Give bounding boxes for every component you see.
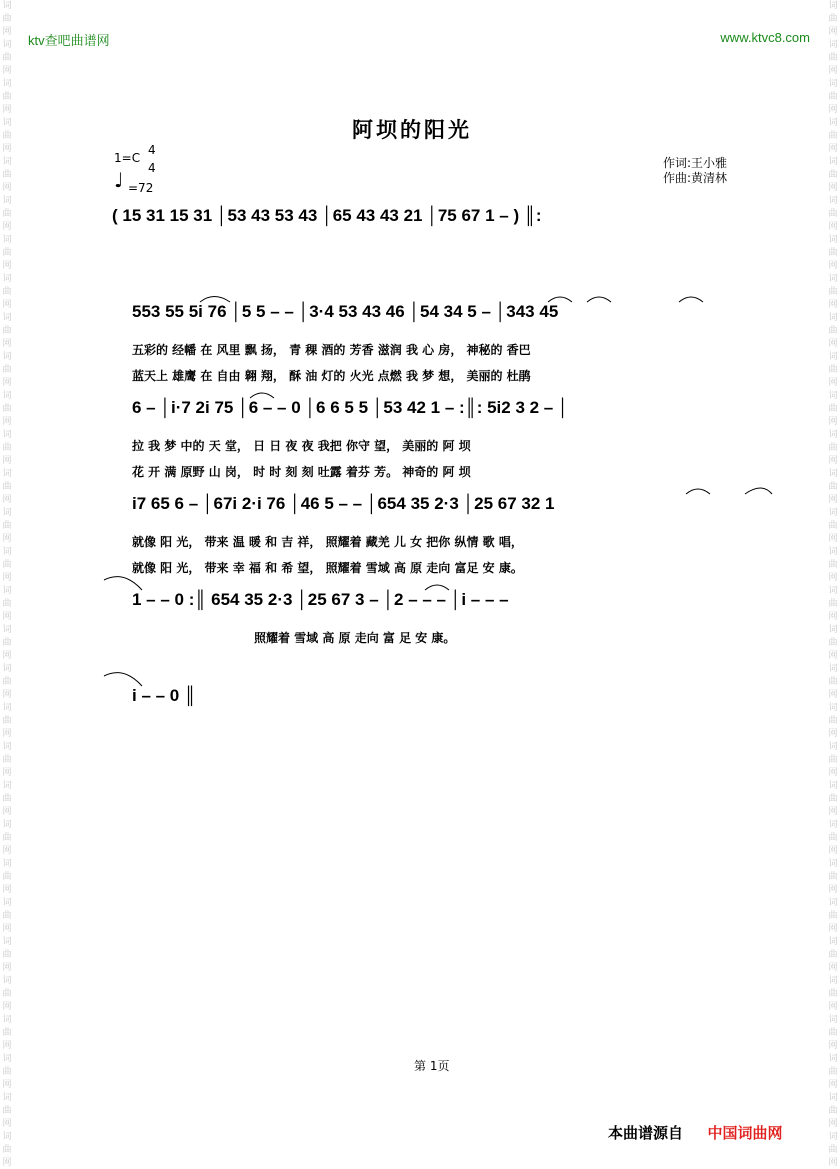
watermark-glyph: 词 [2, 430, 12, 440]
watermark-glyph: 网 [2, 963, 12, 973]
source-credit [608, 1122, 783, 1143]
watermark-glyph: 曲 [828, 911, 838, 921]
watermark-glyph: 词 [2, 742, 12, 752]
watermark-glyph: 词 [828, 196, 838, 206]
watermark-glyph: 网 [828, 300, 838, 310]
score-line-5: 1 – – 0 :║ 654 35 2·3 │25 67 3 – │2 – – – │i – – – [132, 590, 509, 609]
watermark-glyph: 网 [2, 105, 12, 115]
watermark-glyph: 词 [828, 1, 838, 11]
watermark-glyph: 曲 [828, 170, 838, 180]
watermark-glyph: 词 [828, 1054, 838, 1064]
lyricist-credit: 作词:王小雅 [663, 156, 728, 170]
watermark-glyph: 网 [828, 1119, 838, 1129]
watermark-glyph: 曲 [2, 794, 12, 804]
watermark-glyph: 词 [828, 157, 838, 167]
watermark-glyph: 网 [2, 1002, 12, 1012]
watermark-glyph: 网 [2, 612, 12, 622]
watermark-glyph: 网 [828, 846, 838, 856]
watermark-glyph: 词 [2, 820, 12, 830]
watermark-glyph: 曲 [828, 131, 838, 141]
watermark-glyph: 曲 [828, 560, 838, 570]
watermark-glyph: 词 [2, 508, 12, 518]
slur-arc [548, 297, 572, 302]
watermark-glyph: 词 [828, 391, 838, 401]
source-site-link[interactable]: 中国词曲网 [707, 1124, 783, 1142]
watermark-glyph: 网 [2, 339, 12, 349]
watermark-glyph: 词 [2, 79, 12, 89]
watermark-glyph: 词 [828, 79, 838, 89]
watermark-glyph: 曲 [828, 1028, 838, 1038]
watermark-glyph: 词 [2, 157, 12, 167]
watermark-glyph: 曲 [828, 209, 838, 219]
watermark-glyph: 曲 [2, 1067, 12, 1077]
watermark-glyph: 曲 [828, 326, 838, 336]
source-prefix: 本曲谱源自 [608, 1124, 684, 1142]
lyric-line-4b: 就像 阳 光， 带来 幸 福 和 希 望， 照耀着 雪域 高 原 走向 富足 安 康。 [132, 561, 523, 575]
watermark-glyph: 曲 [828, 950, 838, 960]
watermark-glyph: 曲 [828, 521, 838, 531]
watermark-glyph: 曲 [2, 482, 12, 492]
watermark-glyph: 词 [2, 1054, 12, 1064]
watermark-glyph: 网 [2, 1041, 12, 1051]
watermark-glyph: 网 [828, 963, 838, 973]
watermark-glyph: 曲 [828, 794, 838, 804]
watermark-glyph: 网 [828, 924, 838, 934]
watermark-glyph: 网 [2, 807, 12, 817]
watermark-glyph: 词 [2, 1093, 12, 1103]
watermark-glyph: 曲 [2, 365, 12, 375]
lyric-line-5: 照耀着 雪域 高 原 走向 富 足 安 康。 [254, 631, 456, 645]
watermark-glyph: 曲 [2, 287, 12, 297]
watermark-glyph: 网 [828, 1158, 838, 1168]
watermark-glyph: 网 [2, 222, 12, 232]
watermark-glyph: 曲 [2, 14, 12, 24]
slur-arc [200, 297, 230, 303]
watermark-glyph: 曲 [2, 209, 12, 219]
watermark-glyph: 曲 [2, 911, 12, 921]
watermark-glyph: 词 [828, 235, 838, 245]
watermark-glyph: 词 [828, 586, 838, 596]
lyric-line-3b: 花 开 满 原野 山 岗， 时 时 刻 刻 吐露 着芬 芳。 神奇的 阿 坝 [132, 465, 471, 479]
watermark-glyph: 网 [828, 105, 838, 115]
watermark-glyph: 词 [2, 859, 12, 869]
watermark-glyph: 曲 [828, 14, 838, 24]
tempo-marking: =72 [128, 181, 154, 195]
watermark-glyph: 网 [2, 417, 12, 427]
score-line-6: i – – 0 ║ [132, 686, 197, 705]
watermark-glyph: 曲 [828, 53, 838, 63]
watermark-glyph: 曲 [828, 833, 838, 843]
watermark-glyph: 网 [2, 768, 12, 778]
watermark-glyph: 词 [2, 703, 12, 713]
watermark-glyph: 词 [2, 976, 12, 986]
watermark-glyph: 曲 [2, 443, 12, 453]
watermark-glyph: 网 [828, 144, 838, 154]
lyric-line-2b: 蓝天上 雄鹰 在 自由 翱 翔， 酥 油 灯的 火光 点燃 我 梦 想， 美丽的 杜鹃 [132, 369, 531, 383]
watermark-glyph: 曲 [828, 365, 838, 375]
watermark-glyph: 词 [828, 352, 838, 362]
score-line-4: i7 65 6 – │67i 2·i 76 │46 5 – – │654 35 2·3 │25 67 32 1 [132, 494, 555, 513]
watermark-glyph: 网 [2, 261, 12, 271]
watermark-glyph: 词 [2, 40, 12, 50]
slur-arc [104, 673, 142, 686]
score-line-2: 553 55 5i 76 │5 5 – – │3·4 53 43 46 │54 34 5 – │343 45 [132, 302, 559, 321]
watermark-glyph: 曲 [828, 755, 838, 765]
watermark-glyph: 曲 [828, 989, 838, 999]
watermark-glyph: 曲 [828, 872, 838, 882]
watermark-glyph: 词 [828, 118, 838, 128]
watermark-glyph: 网 [2, 1158, 12, 1168]
song-title: 阿坝的阳光 [352, 118, 472, 142]
watermark-glyph: 词 [2, 469, 12, 479]
slur-arc [425, 585, 449, 590]
watermark-glyph: 网 [828, 222, 838, 232]
watermark-glyph: 词 [2, 1015, 12, 1025]
watermark-glyph: 词 [2, 1, 12, 11]
watermark-glyph: 词 [2, 547, 12, 557]
watermark-glyph: 曲 [828, 92, 838, 102]
watermark-glyph: 网 [828, 534, 838, 544]
watermark-glyph: 词 [828, 937, 838, 947]
composer-credit: 作曲:黄清林 [663, 171, 728, 185]
watermark-glyph: 网 [828, 885, 838, 895]
watermark-glyph: 网 [828, 378, 838, 388]
watermark-glyph: 曲 [2, 755, 12, 765]
watermark-glyph: 词 [828, 1132, 838, 1142]
watermark-glyph: 曲 [2, 638, 12, 648]
quarter-note-icon: ♩ [114, 168, 124, 192]
watermark-glyph: 词 [2, 898, 12, 908]
watermark-glyph: 网 [828, 612, 838, 622]
watermark-glyph: 曲 [2, 92, 12, 102]
watermark-glyph: 曲 [2, 677, 12, 687]
time-signature-bottom: 4 [148, 161, 156, 175]
watermark-glyph: 词 [2, 196, 12, 206]
watermark-glyph: 词 [2, 274, 12, 284]
watermark-glyph: 网 [2, 885, 12, 895]
watermark-glyph: 网 [2, 456, 12, 466]
watermark-glyph: 曲 [2, 560, 12, 570]
lyric-line-2a: 五彩的 经幡 在 风里 飘 扬， 青 稞 酒的 芳香 滋润 我 心 房， 神秘的 香巴 [132, 343, 531, 357]
watermark-glyph: 网 [828, 1080, 838, 1090]
watermark-glyph: 曲 [2, 131, 12, 141]
watermark-glyph: 网 [2, 183, 12, 193]
score-line-3: 6 – │i·7 2i 75 │6 – – 0 │6 6 5 5 │53 42 1 – :║: 5i2 3 2 – │ [132, 398, 569, 417]
watermark-glyph: 词 [828, 898, 838, 908]
watermark-glyph: 词 [828, 1093, 838, 1103]
watermark-glyph: 网 [2, 27, 12, 37]
score-line-1: ( 15 31 15 31 │53 43 53 43 │65 43 43 21 │75 67 1 – ) ║: [112, 206, 542, 225]
slur-arc [679, 297, 703, 302]
watermark-glyph: 词 [2, 118, 12, 128]
watermark-glyph: 网 [2, 651, 12, 661]
lyric-line-3a: 拉 我 梦 中的 天 堂， 日 日 夜 夜 我把 你守 望， 美丽的 阿 坝 [132, 439, 471, 453]
watermark-glyph: 词 [828, 547, 838, 557]
watermark-glyph: 曲 [2, 833, 12, 843]
watermark-glyph: 词 [828, 742, 838, 752]
watermark-glyph: 网 [2, 144, 12, 154]
watermark-glyph: 词 [828, 625, 838, 635]
watermark-glyph: 词 [828, 703, 838, 713]
watermark-glyph: 词 [828, 313, 838, 323]
watermark-glyph: 网 [828, 573, 838, 583]
watermark-glyph: 网 [828, 690, 838, 700]
site-url-right[interactable]: www.ktvc8.com [720, 30, 810, 45]
watermark-glyph: 曲 [2, 872, 12, 882]
watermark-glyph: 词 [2, 313, 12, 323]
watermark-glyph: 网 [828, 1041, 838, 1051]
watermark-glyph: 曲 [2, 170, 12, 180]
watermark-glyph: 网 [828, 807, 838, 817]
slur-arc [104, 577, 142, 590]
watermark-glyph: 词 [2, 1132, 12, 1142]
watermark-glyph: 网 [828, 183, 838, 193]
watermark-glyph: 网 [828, 66, 838, 76]
page-number: 第 1页 [414, 1059, 450, 1073]
watermark-glyph: 网 [828, 729, 838, 739]
watermark-glyph: 曲 [2, 521, 12, 531]
watermark-glyph: 曲 [828, 482, 838, 492]
watermark-glyph: 词 [2, 781, 12, 791]
watermark-glyph: 词 [828, 469, 838, 479]
watermark-glyph: 曲 [2, 248, 12, 258]
watermark-glyph: 网 [828, 456, 838, 466]
watermark-glyph: 曲 [828, 599, 838, 609]
watermark-glyph: 词 [2, 586, 12, 596]
time-signature-top: 4 [148, 143, 156, 157]
watermark-glyph: 曲 [2, 1106, 12, 1116]
watermark-glyph: 词 [2, 352, 12, 362]
slur-arc [250, 393, 274, 398]
watermark-glyph: 曲 [828, 1106, 838, 1116]
watermark-glyph: 曲 [2, 989, 12, 999]
watermark-glyph: 词 [828, 40, 838, 50]
watermark-glyph: 词 [828, 781, 838, 791]
watermark-glyph: 曲 [828, 716, 838, 726]
watermark-glyph: 网 [2, 690, 12, 700]
watermark-glyph: 网 [828, 651, 838, 661]
watermark-glyph: 曲 [828, 1145, 838, 1155]
watermark-glyph: 网 [2, 1119, 12, 1129]
watermark-glyph: 曲 [828, 638, 838, 648]
watermark-glyph: 曲 [2, 326, 12, 336]
watermark-glyph: 词 [828, 664, 838, 674]
watermark-glyph: 网 [828, 417, 838, 427]
watermark-glyph: 词 [2, 937, 12, 947]
watermark-glyph: 词 [2, 391, 12, 401]
watermark-glyph: 曲 [2, 404, 12, 414]
watermark-glyph: 网 [2, 534, 12, 544]
watermark-glyph: 曲 [828, 443, 838, 453]
watermark-glyph: 网 [2, 66, 12, 76]
watermark-glyph: 网 [2, 846, 12, 856]
watermark-glyph: 词 [828, 274, 838, 284]
watermark-glyph: 词 [828, 508, 838, 518]
watermark-glyph: 网 [828, 1002, 838, 1012]
watermark-glyph: 词 [828, 976, 838, 986]
watermark-glyph: 网 [2, 1080, 12, 1090]
watermark-glyph: 词 [828, 820, 838, 830]
key-signature: 1=C [114, 151, 141, 165]
watermark-glyph: 曲 [2, 716, 12, 726]
site-name-left[interactable]: ktv查吧曲谱网 [28, 33, 110, 48]
watermark-glyph: 曲 [2, 1028, 12, 1038]
watermark-glyph: 曲 [828, 1067, 838, 1077]
watermark-glyph: 曲 [2, 599, 12, 609]
watermark-glyph: 词 [828, 859, 838, 869]
watermark-glyph: 曲 [2, 1145, 12, 1155]
watermark-glyph: 曲 [828, 248, 838, 258]
watermark-glyph: 曲 [828, 677, 838, 687]
watermark-glyph: 词 [2, 235, 12, 245]
watermark-glyph: 曲 [2, 53, 12, 63]
lyric-line-4a: 就像 阳 光， 带来 温 暖 和 吉 祥， 照耀着 藏羌 儿 女 把你 纵情 歌 唱， [132, 535, 523, 549]
watermark-glyph: 词 [828, 430, 838, 440]
watermark-glyph: 网 [2, 378, 12, 388]
watermark-glyph: 词 [2, 664, 12, 674]
watermark-glyph: 网 [2, 729, 12, 739]
slur-arc [686, 489, 710, 494]
watermark-glyph: 网 [828, 768, 838, 778]
watermark-glyph: 词 [828, 1015, 838, 1025]
watermark-glyph: 网 [828, 495, 838, 505]
watermark-glyph: 网 [2, 924, 12, 934]
watermark-glyph: 网 [2, 495, 12, 505]
watermark-glyph: 网 [2, 300, 12, 310]
slur-arc [745, 488, 772, 494]
watermark-glyph: 网 [828, 339, 838, 349]
watermark-glyph: 曲 [828, 404, 838, 414]
slur-arc [587, 297, 611, 302]
watermark-glyph: 词 [2, 625, 12, 635]
watermark-glyph: 网 [828, 27, 838, 37]
watermark-glyph: 网 [828, 261, 838, 271]
watermark-glyph: 网 [2, 573, 12, 583]
watermark-glyph: 曲 [828, 287, 838, 297]
watermark-glyph: 曲 [2, 950, 12, 960]
